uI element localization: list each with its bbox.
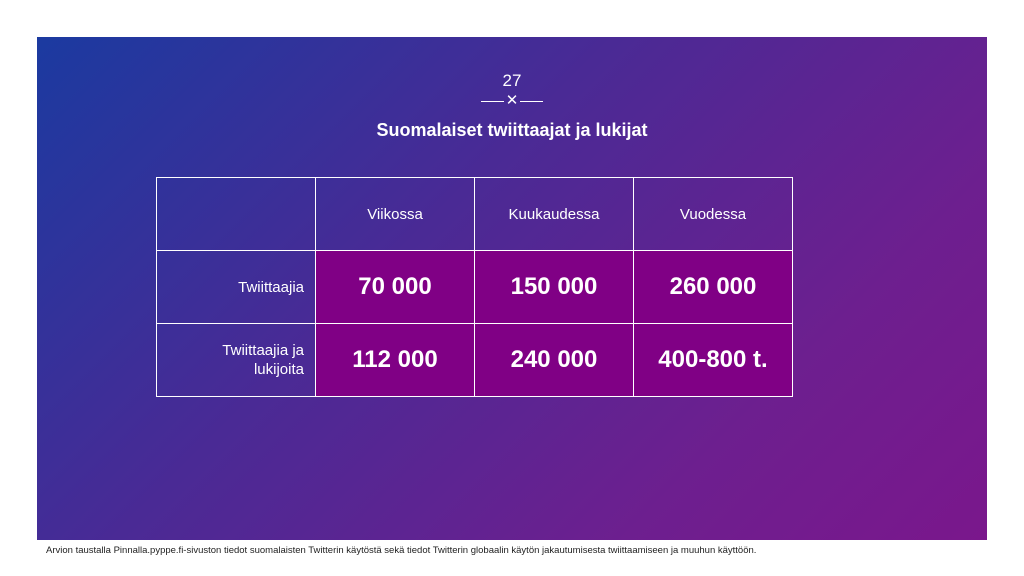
divider-line-left bbox=[481, 101, 504, 102]
value-readers-month: 240 000 bbox=[475, 324, 634, 397]
column-header-year: Vuodessa bbox=[634, 178, 793, 251]
value-tweeters-month: 150 000 bbox=[475, 251, 634, 324]
slide-title: Suomalaiset twiittaajat ja lukijat bbox=[376, 120, 648, 140]
value-readers-week: 112 000 bbox=[316, 324, 475, 397]
table-row bbox=[157, 324, 793, 397]
row-header-tweeters-and-readers bbox=[157, 324, 316, 397]
value-tweeters-year: 260 000 bbox=[634, 251, 793, 324]
table-header-row bbox=[157, 178, 793, 251]
divider-line-right bbox=[520, 101, 543, 102]
column-header-week: Viikossa bbox=[316, 178, 475, 251]
cross-icon: ✕ bbox=[505, 92, 519, 109]
statistics-table bbox=[156, 177, 793, 397]
row-header-line-1: Twiittaajia ja bbox=[222, 342, 304, 359]
value-tweeters-week: 70 000 bbox=[316, 251, 475, 324]
table-corner-cell bbox=[157, 178, 316, 251]
source-footnote: Arvion taustalla Pinnalla.pyppe.fi-sivuston tiedot suomalaisten Twitterin käytöstä sekä tiedot Twitterin globaalin käytön jakautumisesta twiittaamiseen ja muuhun käyttöön. bbox=[46, 545, 757, 556]
page-number: 27 bbox=[502, 71, 522, 90]
row-header-line-2: lukijoita bbox=[253, 361, 304, 378]
value-readers-year: 400-800 t. bbox=[634, 324, 793, 397]
row-header-tweeters: Twiittaajia bbox=[157, 251, 316, 324]
column-header-month: Kuukaudessa bbox=[475, 178, 634, 251]
title-divider bbox=[481, 92, 543, 109]
table-row bbox=[157, 251, 793, 324]
